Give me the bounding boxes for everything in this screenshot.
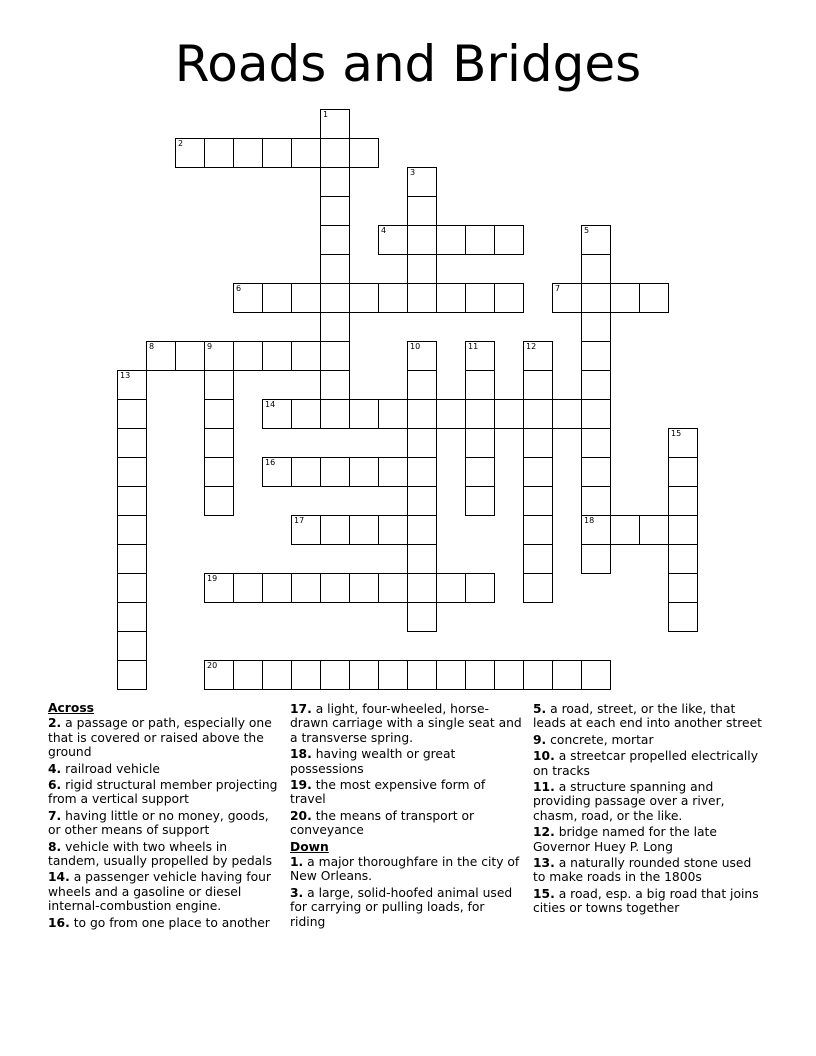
- clues-column-1: [48, 701, 280, 932]
- grid-cell[interactable]: [668, 544, 698, 574]
- clue-down-10: 10. a streetcar propelled electrically on tracks: [533, 749, 758, 778]
- grid-cell[interactable]: [407, 196, 437, 226]
- grid-cell[interactable]: [407, 544, 437, 574]
- grid-cell[interactable]: [465, 660, 495, 690]
- grid-cell[interactable]: [610, 283, 640, 313]
- grid-cell[interactable]: [117, 399, 147, 429]
- grid-cell[interactable]: [262, 457, 292, 487]
- clue-across-6: 6. rigid structural member projecting from a vertical support: [48, 778, 278, 807]
- cell-number: 1: [323, 110, 329, 119]
- grid-cell[interactable]: [581, 283, 611, 313]
- clue-across-4: 4. railroad vehicle: [48, 761, 160, 776]
- grid-cell[interactable]: [668, 515, 698, 545]
- grid-cell[interactable]: [378, 515, 408, 545]
- cell-number: 2: [178, 139, 184, 148]
- grid-cell[interactable]: [233, 283, 263, 313]
- cell-number: 18: [584, 516, 595, 525]
- grid-cell[interactable]: [204, 573, 234, 603]
- grid-cell[interactable]: [436, 283, 466, 313]
- cell-number: 10: [410, 342, 421, 351]
- grid-cell[interactable]: [204, 660, 234, 690]
- grid-cell[interactable]: [581, 457, 611, 487]
- grid-cell[interactable]: [407, 341, 437, 371]
- grid-cell[interactable]: [668, 573, 698, 603]
- grid-cell[interactable]: [320, 341, 350, 371]
- grid-cell[interactable]: [320, 399, 350, 429]
- cell-number: 5: [584, 226, 590, 235]
- grid-cell[interactable]: [581, 399, 611, 429]
- grid-cell[interactable]: [407, 167, 437, 197]
- grid-cell[interactable]: [378, 283, 408, 313]
- grid-cell[interactable]: [523, 515, 553, 545]
- grid-cell[interactable]: [262, 138, 292, 168]
- grid-cell[interactable]: [117, 370, 147, 400]
- grid-cell[interactable]: [407, 486, 437, 516]
- grid-cell[interactable]: [581, 428, 611, 458]
- clues-column-3: [533, 701, 765, 918]
- grid-cell[interactable]: [117, 660, 147, 690]
- grid-cell[interactable]: [494, 660, 524, 690]
- clue-down-9: 9. concrete, mortar: [533, 732, 654, 747]
- cell-number: 9: [207, 342, 213, 351]
- grid-cell[interactable]: [523, 544, 553, 574]
- grid-cell[interactable]: [320, 167, 350, 197]
- cell-number: 13: [120, 371, 131, 380]
- grid-cell[interactable]: [465, 457, 495, 487]
- grid-cell[interactable]: [262, 283, 292, 313]
- clue-across-2: 2. a passage or path, especially one that is covered or raised above the ground: [48, 716, 272, 760]
- grid-cell[interactable]: [436, 660, 466, 690]
- grid-cell[interactable]: [407, 283, 437, 313]
- grid-cell[interactable]: [378, 573, 408, 603]
- grid-cell[interactable]: [175, 341, 205, 371]
- grid-cell[interactable]: [117, 631, 147, 661]
- grid-cell[interactable]: [291, 138, 321, 168]
- grid-cell[interactable]: [581, 660, 611, 690]
- grid-cell[interactable]: [320, 138, 350, 168]
- grid-cell[interactable]: [291, 660, 321, 690]
- cell-number: 6: [236, 284, 242, 293]
- grid-cell[interactable]: [117, 602, 147, 632]
- grid-cell[interactable]: [552, 660, 582, 690]
- grid-cell[interactable]: [320, 370, 350, 400]
- grid-cell[interactable]: [668, 602, 698, 632]
- grid-cell[interactable]: [639, 283, 669, 313]
- grid-cell[interactable]: [552, 399, 582, 429]
- clue-down-1: 1. a major thoroughfare in the city of New Orleans.: [290, 855, 520, 884]
- grid-cell[interactable]: [204, 370, 234, 400]
- cell-number: 4: [381, 226, 387, 235]
- grid-cell[interactable]: [494, 399, 524, 429]
- grid-cell[interactable]: [320, 515, 350, 545]
- grid-cell[interactable]: [465, 283, 495, 313]
- grid-cell[interactable]: [204, 399, 234, 429]
- cell-number: 12: [526, 342, 537, 351]
- grid-cell[interactable]: [523, 341, 553, 371]
- clue-down-5: 5. a road, street, or the like, that leads at each end into another street: [533, 702, 762, 731]
- grid-cell[interactable]: [668, 457, 698, 487]
- grid-cell[interactable]: [349, 457, 379, 487]
- grid-cell[interactable]: [494, 283, 524, 313]
- clue-across-7: 7. having little or no money, goods, or other means of support: [48, 808, 269, 838]
- grid-cell[interactable]: [291, 573, 321, 603]
- clue-across-14: 14. a passenger vehicle having four wheels and a gasoline or diesel internal-combustion engine.: [48, 870, 271, 914]
- clue-across-19: 19. the most expensive form of travel: [290, 778, 486, 807]
- grid-cell[interactable]: [465, 341, 495, 371]
- grid-cell[interactable]: [523, 399, 553, 429]
- grid-cell[interactable]: [436, 225, 466, 255]
- grid-cell[interactable]: [407, 515, 437, 545]
- grid-cell[interactable]: [378, 457, 408, 487]
- cell-number: 14: [265, 400, 276, 409]
- grid-cell[interactable]: [639, 515, 669, 545]
- grid-cell[interactable]: [204, 428, 234, 458]
- grid-cell[interactable]: [320, 312, 350, 342]
- clue-down-3: 3. a large, solid-hoofed animal used for carrying or pulling loads, for riding: [290, 885, 513, 929]
- grid-cell[interactable]: [117, 544, 147, 574]
- grid-cell[interactable]: [581, 225, 611, 255]
- grid-cell[interactable]: [204, 138, 234, 168]
- grid-cell[interactable]: [146, 341, 176, 371]
- grid-cell[interactable]: [407, 602, 437, 632]
- grid-cell[interactable]: [668, 486, 698, 516]
- clue-down-12: 12. bridge named for the late Governor Huey P. Long: [533, 825, 717, 854]
- grid-cell[interactable]: [581, 254, 611, 284]
- grid-cell[interactable]: [407, 428, 437, 458]
- grid-cell[interactable]: [262, 341, 292, 371]
- cell-number: 20: [207, 661, 218, 670]
- grid-cell[interactable]: [117, 457, 147, 487]
- grid-cell[interactable]: [523, 457, 553, 487]
- grid-cell[interactable]: [407, 573, 437, 603]
- clue-down-11: 11. a structure spanning and providing passage over a river, chasm, road, or the like.: [533, 780, 725, 823]
- cell-number: 17: [294, 516, 305, 525]
- puzzle-title: Roads and Bridges: [174, 35, 642, 93]
- grid-cell[interactable]: [581, 312, 611, 342]
- grid-cell[interactable]: [320, 573, 350, 603]
- grid-cell[interactable]: [349, 515, 379, 545]
- grid-cell[interactable]: [581, 370, 611, 400]
- clue-across-16: 16. to go from one place to another: [48, 915, 270, 930]
- grid-cell[interactable]: [320, 109, 350, 139]
- cell-number: 3: [410, 168, 416, 177]
- cell-number: 8: [149, 342, 155, 351]
- grid-cell[interactable]: [378, 660, 408, 690]
- grid-cell[interactable]: [349, 399, 379, 429]
- grid-cell[interactable]: [581, 341, 611, 371]
- grid-cell[interactable]: [117, 428, 147, 458]
- grid-cell[interactable]: [320, 254, 350, 284]
- grid-cell[interactable]: [320, 196, 350, 226]
- grid-cell[interactable]: [465, 225, 495, 255]
- grid-cell[interactable]: [291, 399, 321, 429]
- grid-cell[interactable]: [465, 486, 495, 516]
- grid-cell[interactable]: [320, 225, 350, 255]
- grid-cell[interactable]: [204, 341, 234, 371]
- grid-cell[interactable]: [204, 486, 234, 516]
- grid-cell[interactable]: [581, 515, 611, 545]
- grid-cell[interactable]: [378, 225, 408, 255]
- grid-cell[interactable]: [233, 573, 263, 603]
- clue-down-13: 13. a naturally rounded stone used to make roads in the 1800s: [533, 856, 752, 885]
- clue-across-20: 20. the means of transport or conveyance: [290, 808, 475, 838]
- grid-cell[interactable]: [668, 428, 698, 458]
- grid-cell[interactable]: [552, 283, 582, 313]
- grid-cell[interactable]: [349, 573, 379, 603]
- grid-cell[interactable]: [291, 283, 321, 313]
- grid-cell[interactable]: [117, 573, 147, 603]
- grid-cell[interactable]: [465, 370, 495, 400]
- grid-cell[interactable]: [465, 428, 495, 458]
- grid-cell[interactable]: [436, 573, 466, 603]
- grid-cell[interactable]: [378, 399, 408, 429]
- grid-cell[interactable]: [407, 370, 437, 400]
- grid-cell[interactable]: [349, 283, 379, 313]
- down-heading: Down: [290, 839, 329, 854]
- grid-cell[interactable]: [117, 515, 147, 545]
- grid-cell[interactable]: [175, 138, 205, 168]
- grid-cell[interactable]: [523, 428, 553, 458]
- grid-cell[interactable]: [523, 486, 553, 516]
- grid-cell[interactable]: [233, 660, 263, 690]
- cell-number: 15: [671, 429, 682, 438]
- grid-cell[interactable]: [465, 573, 495, 603]
- grid-cell[interactable]: [407, 225, 437, 255]
- grid-cell[interactable]: [465, 399, 495, 429]
- grid-cell[interactable]: [291, 341, 321, 371]
- grid-cell[interactable]: [523, 573, 553, 603]
- grid-cell[interactable]: [117, 486, 147, 516]
- cell-number: 7: [555, 284, 561, 293]
- cell-number: 11: [468, 342, 479, 351]
- grid-cell[interactable]: [610, 515, 640, 545]
- grid-cell[interactable]: [262, 399, 292, 429]
- cell-number: 19: [207, 574, 218, 583]
- clue-across-17: 17. a light, four-wheeled, horse-drawn carriage with a single seat and a transverse spring.: [290, 702, 522, 745]
- grid-cell[interactable]: [407, 399, 437, 429]
- clue-down-15: 15. a road, esp. a big road that joins cities or towns together: [533, 886, 759, 916]
- cell-number: 16: [265, 458, 276, 467]
- grid-cell[interactable]: [262, 573, 292, 603]
- grid-cell[interactable]: [349, 660, 379, 690]
- grid-cell[interactable]: [320, 283, 350, 313]
- grid-cell[interactable]: [523, 370, 553, 400]
- grid-cell[interactable]: [407, 254, 437, 284]
- grid-cell[interactable]: [523, 660, 553, 690]
- grid-cell[interactable]: [494, 225, 524, 255]
- grid-cell[interactable]: [407, 660, 437, 690]
- grid-cell[interactable]: [233, 341, 263, 371]
- grid-cell[interactable]: [204, 457, 234, 487]
- grid-cell[interactable]: [262, 660, 292, 690]
- grid-cell[interactable]: [233, 138, 263, 168]
- grid-cell[interactable]: [407, 457, 437, 487]
- across-heading: Across: [48, 701, 94, 715]
- grid-cell[interactable]: [349, 138, 379, 168]
- grid-cell[interactable]: [320, 457, 350, 487]
- clue-across-18: 18. having wealth or great possessions: [290, 747, 456, 776]
- grid-cell[interactable]: [436, 399, 466, 429]
- grid-cell[interactable]: [581, 544, 611, 574]
- grid-cell[interactable]: [291, 515, 321, 545]
- clues-column-2: [290, 701, 522, 931]
- grid-cell[interactable]: [581, 486, 611, 516]
- grid-cell[interactable]: [320, 660, 350, 690]
- grid-cell[interactable]: [291, 457, 321, 487]
- clue-across-8: 8. vehicle with two wheels in tandem, usually propelled by pedals: [48, 839, 272, 869]
